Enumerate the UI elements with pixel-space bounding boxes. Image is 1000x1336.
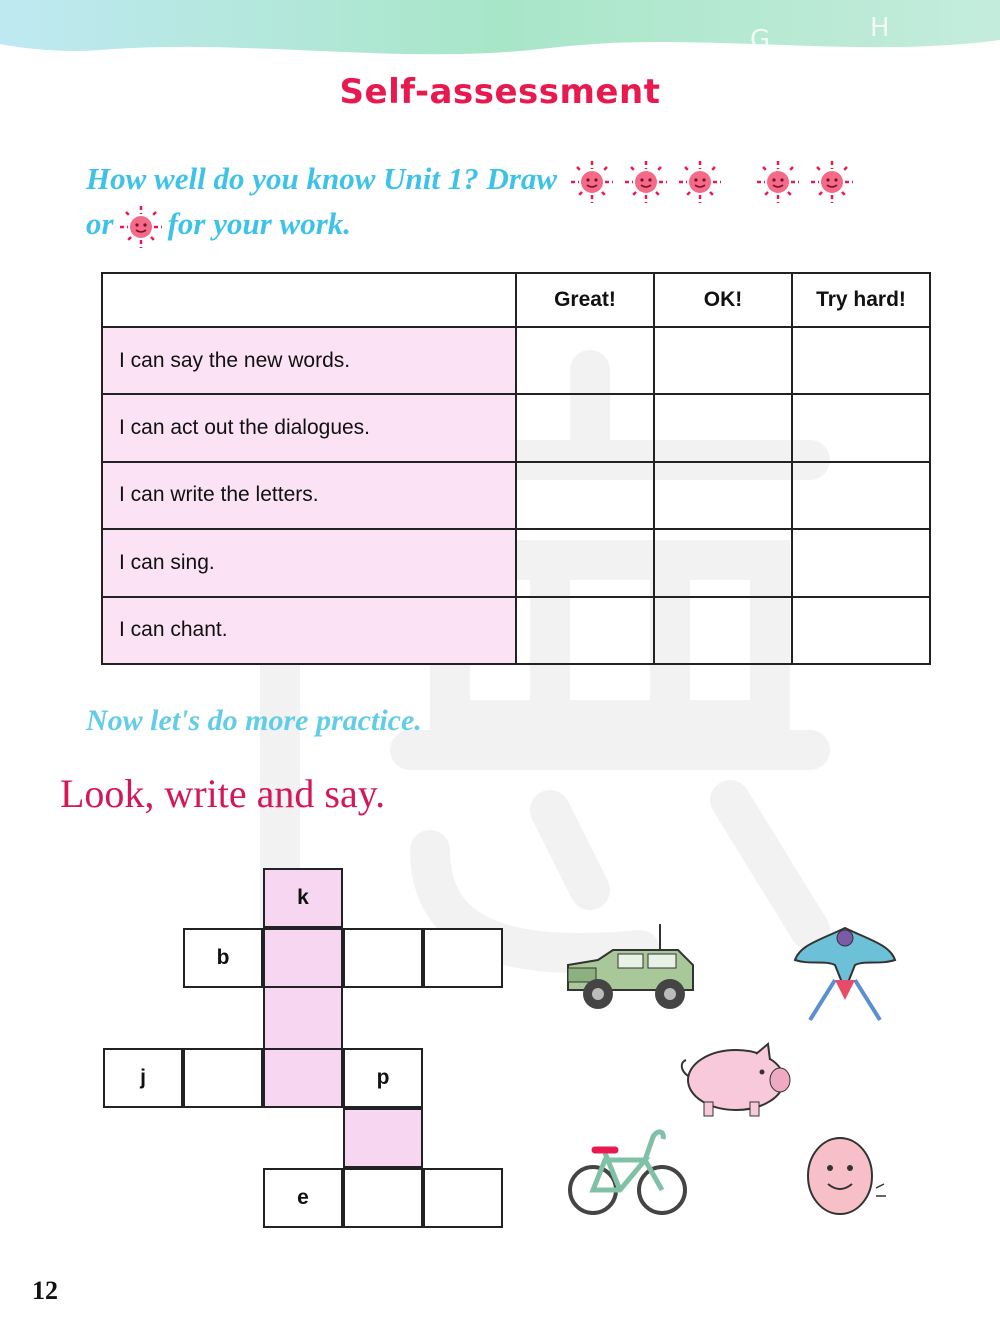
crossword-cell-e[interactable]: e: [263, 1168, 343, 1228]
crossword-cell[interactable]: [423, 928, 503, 988]
header-great: Great!: [516, 273, 654, 327]
instruction-text: How well do you know Unit 1? Draw: [86, 161, 558, 197]
crossword-cell[interactable]: [263, 988, 343, 1048]
table-row: [102, 529, 930, 596]
ok-cell[interactable]: [654, 529, 792, 596]
practice-note: Now let's do more practice.: [86, 704, 422, 737]
section-heading: Look, write and say.: [60, 771, 386, 816]
sun-icon: [119, 205, 163, 249]
instruction-for-your-work: for your work.: [167, 206, 352, 242]
kite-icon: [790, 920, 900, 1030]
great-cell[interactable]: [516, 529, 654, 596]
row-label: I can chant.: [102, 597, 516, 664]
sun-icon: [624, 160, 668, 204]
svg-text:H: H: [870, 13, 890, 43]
try-hard-cell[interactable]: [792, 327, 930, 394]
pig-icon: [676, 1040, 800, 1120]
instruction-or: or: [86, 206, 114, 242]
header-try-hard: Try hard!: [792, 273, 930, 327]
great-cell[interactable]: [516, 394, 654, 461]
great-cell[interactable]: [516, 462, 654, 529]
table-row: [102, 597, 930, 664]
crossword-cell[interactable]: [343, 1168, 423, 1228]
page-number: 12: [32, 1276, 58, 1305]
crossword-cell[interactable]: [263, 1048, 343, 1108]
ok-cell[interactable]: [654, 327, 792, 394]
try-hard-cell[interactable]: [792, 529, 930, 596]
try-hard-cell[interactable]: [792, 394, 930, 461]
table-row: [102, 327, 930, 394]
crossword-cell[interactable]: [343, 928, 423, 988]
crossword-cell-k[interactable]: k: [263, 868, 343, 928]
header-ok: OK!: [654, 273, 792, 327]
sun-icon: [756, 160, 800, 204]
top-decorative-band: [0, 0, 1000, 70]
bike-icon: [565, 1125, 690, 1220]
header-empty: [102, 273, 516, 327]
sun-icon: [570, 160, 614, 204]
svg-text:G: G: [750, 25, 771, 55]
egg-icon: [800, 1128, 890, 1218]
great-cell[interactable]: [516, 327, 654, 394]
jeep-icon: [558, 920, 698, 1020]
crossword-cell-j[interactable]: j: [103, 1048, 183, 1108]
crossword-cell-b[interactable]: b: [183, 928, 263, 988]
table-header-row: [102, 273, 930, 327]
ok-cell[interactable]: [654, 462, 792, 529]
crossword-cell[interactable]: [183, 1048, 263, 1108]
page-title: Self-assessment: [339, 72, 661, 112]
row-label: I can say the new words.: [102, 327, 516, 394]
ok-cell[interactable]: [654, 597, 792, 664]
try-hard-cell[interactable]: [792, 597, 930, 664]
sun-icon: [678, 160, 722, 204]
self-assessment-table: [101, 272, 931, 665]
crossword-cell-p[interactable]: p: [343, 1048, 423, 1108]
crossword-cell[interactable]: [263, 928, 343, 988]
sun-icon: [810, 160, 854, 204]
instruction-line-2: [86, 205, 351, 249]
row-label: I can act out the dialogues.: [102, 394, 516, 461]
crossword-cell[interactable]: [343, 1108, 423, 1168]
table-row: [102, 394, 930, 461]
ok-cell[interactable]: [654, 394, 792, 461]
row-label: I can write the letters.: [102, 462, 516, 529]
instruction-line-1: [86, 160, 859, 204]
try-hard-cell[interactable]: [792, 462, 930, 529]
table-row: [102, 462, 930, 529]
row-label: I can sing.: [102, 529, 516, 596]
crossword-cell[interactable]: [423, 1168, 503, 1228]
great-cell[interactable]: [516, 597, 654, 664]
